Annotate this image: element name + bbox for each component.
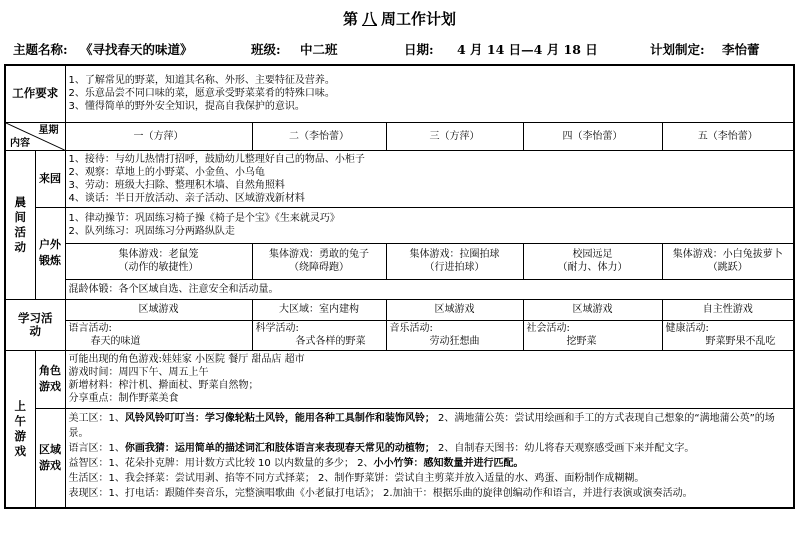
requirements-content: [65, 65, 794, 122]
game-skill: （动作的敏捷性）: [118, 262, 199, 273]
subject-title: 春天的味道: [90, 336, 141, 347]
game-skill: （绕障碍跑）: [289, 262, 349, 273]
subject-title: 各式各样的野菜: [295, 336, 366, 347]
outdoor-drills-row: [5, 207, 794, 243]
area-item-prefix: 益智区：1、花朵扑克牌：用计数方式比较 10 以内数量的多少； 2、: [68, 457, 374, 469]
game-name: 集体游戏：勇敢的兔子: [269, 249, 369, 260]
morning-activities-label: [5, 150, 35, 299]
mixed-age-row: [5, 279, 794, 299]
area-item-puzzle: [69, 456, 791, 471]
class-label: 班级:: [251, 42, 281, 57]
week-label: 星期: [38, 124, 59, 136]
day-header: 三（方萍）: [386, 122, 523, 150]
date-value: 4 月 14 日—4 月 18 日: [457, 42, 598, 57]
day-header: 五（李怡蕾）: [662, 122, 794, 150]
area-label-text: 区域游戏: [39, 442, 61, 472]
title-prefix: 第: [342, 10, 358, 28]
area-item-prefix: 语言区：1、: [68, 442, 125, 454]
study-mode: 区域游戏: [386, 299, 523, 320]
day-header: 四（李怡蕾）: [523, 122, 662, 150]
theme-value: 《寻找春天的味道》: [80, 42, 193, 57]
outdoor-exercise-label: [35, 207, 65, 299]
outdoor-drills-content: [65, 207, 794, 243]
class-value: 中二班: [300, 42, 338, 57]
morning-games-label: [5, 350, 35, 508]
subject-field: 音乐活动:: [389, 323, 433, 334]
study-mode: 自主性游戏: [662, 299, 794, 320]
outdoor-games-row: [5, 243, 794, 279]
content-label: 内容: [10, 137, 30, 149]
subject-field: 社会活动:: [526, 323, 570, 334]
area-item-prefix: 生活区：1、我会择菜：尝试用剥、掐等不同方式择菜； 2、制作野菜饼：尝试自主剪菜并放入适量的水、鸡蛋、面粉制作成糊糊。: [68, 472, 645, 484]
study-subject-cell: [65, 320, 252, 350]
role-play-label: [35, 350, 65, 408]
arrival-item: 4、谈话：半日开放活动、亲子活动、区域游戏新材料: [68, 192, 305, 204]
date-label: 日期:: [404, 42, 434, 57]
role-play-content: [65, 350, 794, 408]
author-label: 计划制定:: [650, 42, 705, 57]
role-play-item: 新增材料：榨汁机、擀面杖、野菜自然物；: [68, 380, 259, 391]
game-name: 集体游戏：拉圈拍球: [409, 249, 500, 260]
subject-title: 野菜野果不乱吃: [705, 336, 776, 347]
mixed-age-exercise: 混龄体锻：各个区域自选、注意安全和活动量。: [65, 279, 794, 299]
game-skill: （行进拍球）: [424, 262, 485, 273]
study-activities-label: [5, 299, 65, 350]
area-item-highlight: 小小竹笋：感知数量并进行匹配。: [373, 457, 524, 469]
outdoor-game-cell: [65, 243, 252, 279]
game-name: 校园远足: [572, 249, 613, 260]
author-value: 李怡蕾: [722, 42, 760, 57]
page-title: [0, 8, 799, 29]
requirement-item: 2、乐意品尝不同口味的菜，愿意承受野菜菜肴的特殊口味。: [68, 88, 335, 100]
study-subject-cell: [386, 320, 523, 350]
study-modes-row: [5, 299, 794, 320]
arrival-item: 2、观察：草地上的小野菜、小金鱼、小乌龟: [68, 166, 265, 178]
drill-item: 1、律动操节：巩固练习椅子操《椅子是个宝》《生来就灵巧》: [68, 213, 340, 224]
study-subjects-row: [5, 320, 794, 350]
role-label-text: 角色游戏: [39, 364, 61, 393]
study-mode: 大区域：室内建构: [252, 299, 386, 320]
arrival-row: [5, 150, 794, 207]
game-name: 集体游戏：小白兔拔萝卜: [672, 249, 783, 260]
area-item-highlight: 你画我猜：运用简单的描述词汇和肢体语言来表现春天常见的动植物；: [124, 442, 435, 454]
study-mode: 区域游戏: [523, 299, 662, 320]
day-header: 二（李怡蕾）: [252, 122, 386, 150]
area-item-rest: 2、满地蒲公英：尝试用绘画和手工的方式表现自己想象的“满地蒲公英”的场景。: [68, 412, 775, 439]
drill-item: 2、队列练习：巩固练习分两路纵队走: [68, 226, 235, 237]
area-item-language: [69, 441, 791, 456]
requirement-item: 1、了解常见的野菜，知道其名称、外形、主要特征及营养。: [68, 75, 335, 87]
requirement-item: 3、懂得简单的野外安全知识，提高自我保护的意识。: [68, 101, 305, 113]
label-char: 游: [14, 428, 26, 443]
label-char: 动: [14, 239, 26, 254]
game-name: 集体游戏：老鼠笼: [118, 249, 199, 260]
arrival-label: 来园: [35, 150, 65, 207]
outdoor-game-cell: [386, 243, 523, 279]
title-suffix: 周工作计划: [381, 10, 457, 28]
area-item-prefix: 美工区：1、: [68, 412, 125, 424]
study-subject-cell: [252, 320, 386, 350]
outdoor-game-cell: [662, 243, 794, 279]
area-item-performance: [69, 486, 791, 501]
label-char: 戏: [14, 443, 26, 458]
subject-title: 挖野菜: [566, 336, 597, 347]
study-subject-cell: [662, 320, 794, 350]
weekly-plan-table: [4, 64, 795, 509]
study-mode: 区域游戏: [65, 299, 252, 320]
area-item-prefix: 表现区：1、打电话：跟随伴奏音乐，完整演唱歌曲《小老鼠打电话》； 2.加油干：根据乐曲的旋律创编动作和语言，并进行表演或演奏活动。: [68, 487, 693, 499]
day-header-row: [5, 122, 794, 150]
area-item-life: [69, 471, 791, 486]
subject-field: 科学活动:: [255, 323, 299, 334]
role-play-item: 游戏时间：周四下午、周五上午: [68, 367, 209, 378]
game-skill: （跳跃）: [707, 262, 748, 273]
subject-title: 劳动狂想曲: [429, 336, 480, 347]
subject-field: 语言活动:: [68, 323, 112, 334]
label-char: 活: [14, 224, 26, 239]
label-char: 晨: [14, 194, 26, 209]
area-games-row: [5, 408, 794, 508]
diagonal-header-cell: [5, 122, 65, 150]
arrival-item: 1、接待：与幼儿热情打招呼，鼓励幼儿整理好自己的物品、小柜子: [68, 153, 365, 165]
day-header: 一（方萍）: [65, 122, 252, 150]
outdoor-game-cell: [252, 243, 386, 279]
label-char: 上: [14, 398, 26, 413]
area-item-highlight: 风铃风铃叮叮当：学习像轮粘土风铃，能用各种工具制作和装饰风铃；: [124, 412, 435, 424]
study-subject-cell: [523, 320, 662, 350]
role-play-row: [5, 350, 794, 408]
arrival-content: [65, 150, 794, 207]
subject-field: 健康活动:: [665, 323, 709, 334]
role-play-item: 可能出现的角色游戏:娃娃家 小医院 餐厅 甜品店 超市: [68, 354, 305, 365]
study-label-text: 学习活动: [18, 310, 53, 338]
area-games-label: [35, 408, 65, 508]
requirements-row: [5, 65, 794, 122]
label-char: 间: [14, 209, 26, 224]
area-item-art: [69, 411, 791, 441]
theme-label: 主题名称:: [13, 42, 68, 57]
arrival-item: 3、劳动：班级大扫除、整理积木墙、自然角照料: [68, 179, 285, 191]
game-skill: （耐力、体力）: [557, 262, 628, 273]
label-char: 午: [14, 413, 26, 428]
week-number: 八: [361, 10, 377, 28]
outdoor-game-cell: [523, 243, 662, 279]
area-item-rest: 2、自制春天图书：幼儿将春天观察感受画下来并配文字。: [434, 442, 695, 454]
outdoor-label-text: 户外锻炼: [39, 238, 61, 267]
role-play-item: 分享重点：制作野菜美食: [68, 393, 179, 404]
area-games-content: [65, 408, 794, 508]
requirements-label: 工作要求: [5, 65, 65, 122]
plan-meta: [0, 40, 799, 60]
